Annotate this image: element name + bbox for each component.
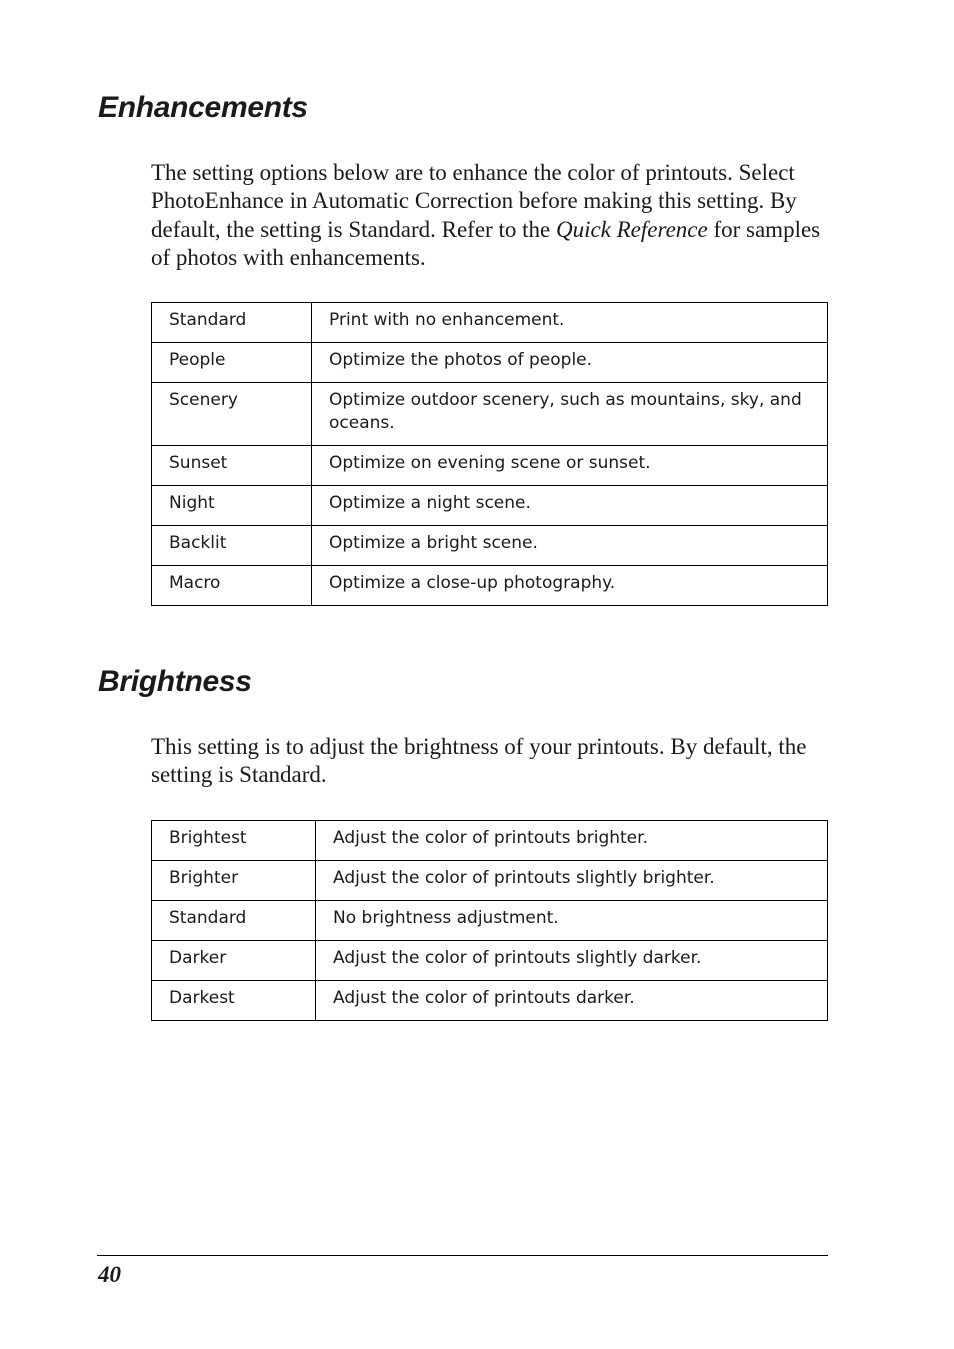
brightness-table [151,820,828,1021]
setting-name: Darkest [152,981,316,1021]
enhancements-heading: Enhancements [98,91,308,124]
table-row [152,486,828,526]
setting-description: Optimize a bright scene. [312,526,828,566]
enhancements-intro-text-end: for samples of photos with enhancements. [151,216,821,270]
page-number: 40 [98,1262,121,1287]
brightness-heading: Brightness [98,665,252,698]
setting-description: No brightness adjustment. [316,901,828,941]
setting-description: Adjust the color of printouts slightly brighter. [316,861,828,901]
setting-name: People [152,343,312,383]
enhancements-intro-text: The setting options below are to enhance the color of printouts. Select PhotoEnhance in Automatic Correction before making this setting. By default, the setting is Standard. Refer to the [151,160,797,242]
table-row [152,526,828,566]
footer-rule [97,1255,828,1256]
table-row [152,303,828,343]
table-row [152,446,828,486]
setting-name: Darker [152,941,316,981]
setting-name: Scenery [152,383,312,446]
enhancements-intro [151,159,841,272]
table-row [152,383,828,446]
setting-name: Macro [152,566,312,606]
table-row [152,566,828,606]
setting-description: Optimize the photos of people. [312,343,828,383]
setting-name: Sunset [152,446,312,486]
setting-description: Optimize outdoor scenery, such as mountains, sky, and oceans. [312,383,828,446]
setting-name: Standard [152,901,316,941]
setting-name: Brighter [152,861,316,901]
table-row [152,343,828,383]
setting-description: Optimize on evening scene or sunset. [312,446,828,486]
quick-reference-title: Quick Reference [555,216,708,242]
setting-name: Brightest [152,821,316,861]
table-row [152,821,828,861]
setting-description: Adjust the color of printouts brighter. [316,821,828,861]
table-row [152,941,828,981]
table-row [152,981,828,1021]
brightness-intro: This setting is to adjust the brightness of your printouts. By default, the setting is Standard. [151,734,807,788]
table-row [152,901,828,941]
setting-description: Optimize a close-up photography. [312,566,828,606]
setting-name: Standard [152,303,312,343]
enhancements-table [151,302,828,606]
setting-description: Print with no enhancement. [312,303,828,343]
setting-description: Adjust the color of printouts slightly darker. [316,941,828,981]
setting-description: Optimize a night scene. [312,486,828,526]
setting-description: Adjust the color of printouts darker. [316,981,828,1021]
setting-name: Backlit [152,526,312,566]
table-row [152,861,828,901]
setting-name: Night [152,486,312,526]
